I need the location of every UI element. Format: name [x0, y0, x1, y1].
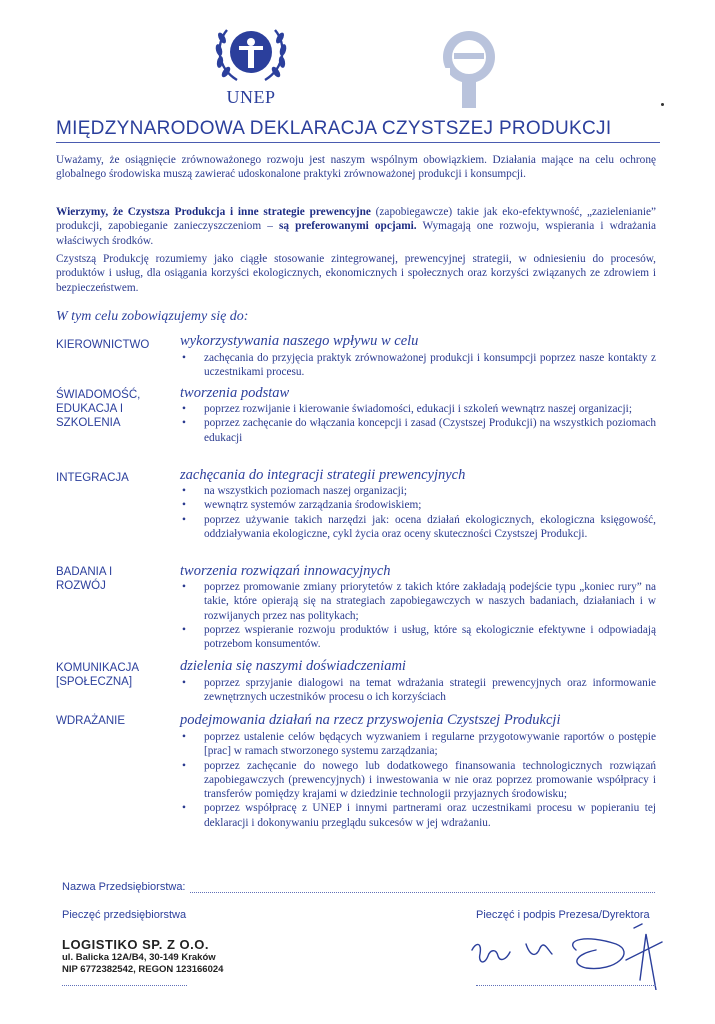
page-title: MIĘDZYNARODOWA DEKLARACJA CZYSTSZEJ PRODUKCJI	[56, 118, 660, 143]
unep-logo-text: UNEP	[226, 87, 276, 107]
unep-logo	[213, 22, 289, 110]
section-heading-badania: tworzenia rozwiązań innowacyjnych	[180, 563, 391, 579]
section-bullets-integracja	[178, 484, 656, 541]
section-heading-integracja: zachęcania do integracji strategii prewencyjnych	[180, 467, 466, 483]
section-label-badania: BADANIA I ROZWÓJ	[56, 566, 113, 592]
intro-paragraph-2	[56, 205, 656, 248]
section-heading-komunikacja: dzielenia się naszymi doświadczeniami	[180, 658, 406, 674]
list-item: • poprzez rozwijanie i kierowanie świadomości, edukacji i szkoleń wewnątrz naszej organizacji;	[178, 402, 656, 416]
paragraph-2-text-1: (zapobiegawcze) takie jak eko-efektywność, „zazielenianie” produkcji, zapobieganie zanieczyszczeniom –	[56, 206, 657, 233]
list-item: • na wszystkich poziomach naszej organizacji;	[178, 484, 656, 498]
unep-emblem-icon	[213, 22, 289, 88]
section-bullets-swiadomosc	[178, 402, 656, 445]
list-item: • poprzez zachęcanie do włączania koncepcji i zasad (Czystszej Produkcji) na wszystkich poziomach edukacji	[178, 416, 656, 445]
section-bullets-kierownictwo	[178, 351, 656, 380]
list-item: • poprzez wspieranie rozwoju produktów i usług, które są ekologicznie efektywne i odpowiadają potrzebom konsumentów.	[178, 623, 656, 652]
section-label-komunikacja: KOMUNIKACJA [SPOŁECZNA]	[56, 662, 139, 688]
paragraph-2-bold-2: są preferowanymi opcjami.	[279, 220, 417, 233]
section-label-kierownictwo: KIEROWNICTWO	[56, 339, 150, 351]
stamp-company-name: LOGISTIKO SP. Z O.O.	[62, 937, 210, 952]
list-item: • poprzez ustalenie celów będących wyzwaniem i regularne przygotowywanie raportów o postępie [prac] w ramach stworzonego systemu zarządzania;	[178, 730, 656, 759]
signature-scribble	[466, 920, 666, 990]
cleaner-production-logo	[440, 28, 498, 110]
section-label-wdrazanie: WDRAŻANIE	[56, 715, 125, 727]
section-heading-kierownictwo: wykorzystywania naszego wpływu w celu	[180, 333, 419, 349]
scan-speck	[661, 103, 664, 106]
stamp-address: ul. Balicka 12A/B4, 30-149 Kraków	[62, 952, 216, 963]
section-heading-wdrazanie: podejmowania działań na rzecz przyswojenia Czystszej Produkcji	[180, 712, 561, 728]
paragraph-2-bold-1: Wierzymy, że Czystsza Produkcja i inne strategie prewencyjne	[56, 206, 371, 218]
list-item: • wewnątrz systemów zarządzania środowiskiem;	[178, 498, 656, 512]
stamp-line	[62, 985, 187, 986]
intro-paragraph-3: Czystszą Produkcję rozumiemy jako ciągłe stosowanie zintegrowanej, prewencyjnej strategii, w odniesieniu do procesów, produktów i usług, dla osiągania korzyści ekologicznych, ekonomicznych i społecznych oraz korzyści związanych ze zdrowiem i bezpieczeństwem.	[56, 253, 656, 294]
intro-paragraph-1: Uważamy, że osiągnięcie zrównoważonego rozwoju jest naszym wspólnym obowiązkiem. Działania mające na celu ochronę globalnego środowiska muszą zawierać udoskonalone praktyki zrównoważonej produkcji i konsumpcji.	[56, 154, 656, 181]
commitment-intro: W tym celu zobowiązujemy się do:	[56, 309, 249, 324]
section-bullets-wdrazanie	[178, 730, 656, 830]
company-stamp	[62, 937, 232, 976]
list-item: • zachęcania do przyjęcia praktyk zrównoważonej produkcji i konsumpcji poprzez nasze kontakty z uczestnikami procesu.	[178, 351, 656, 380]
section-bullets-badania	[178, 580, 656, 651]
section-heading-swiadomosc: tworzenia podstaw	[180, 385, 290, 401]
section-label-integracja: INTEGRACJA	[56, 472, 129, 484]
list-item: • poprzez sprzyjanie dialogowi na temat wdrażania strategii prewencyjnych oraz informowanie zewnętrznych uczestników procesu o ich korzyściach	[178, 676, 656, 705]
cleaner-production-icon	[440, 28, 498, 110]
company-stamp-label: Pieczęć przedsiębiorstwa	[62, 909, 187, 921]
list-item: • poprzez promowanie zmiany priorytetów z takich które zakładają podejście typu „koniec rury” na takie, które opierają się na strategiach zapobiegawczych w naszych badaniach, działaniach i w rozwijanych przez nas politykach;	[178, 580, 656, 623]
signature-label: Pieczęć i podpis Prezesa/Dyrektora	[476, 909, 650, 921]
list-item: • poprzez współpracę z UNEP i innymi partnerami oraz uczestnikami procesu w popieraniu tej deklaracji i dokonywaniu przeglądu sukcesów w jej wdrażaniu.	[178, 801, 656, 830]
paragraph-2-text-2: Wymagają one rozwoju, wspierania i wdrażania właściwych środków.	[56, 220, 656, 247]
list-item: • poprzez używanie takich narzędzi jak: ocena działań ekologicznych, ekologiczna księgowość, oddziaływania ekologiczne, cykl życia oraz oceny skuteczności Czystszej Produkcji.	[178, 513, 656, 542]
signature-line	[476, 985, 656, 986]
stamp-ids: NIP 6772382542, REGON 123166024	[62, 964, 224, 975]
section-bullets-komunikacja	[178, 676, 656, 705]
company-name-field[interactable]	[190, 892, 655, 893]
list-item: • poprzez zachęcanie do nowego lub dodatkowego finansowania technologicznych rozwiązań zapobiegawczych (prewencyjnych) i inwestowania w nie oraz poprzez promowanie współpracy i transferów pomiędzy krajami w dziedzinie technologii przyjaznych środowisku;	[178, 759, 656, 802]
company-name-label: Nazwa Przedsiębiorstwa:	[62, 881, 186, 893]
section-label-swiadomosc: ŚWIADOMOŚĆ, EDUKACJA I SZKOLENIA	[56, 389, 141, 429]
